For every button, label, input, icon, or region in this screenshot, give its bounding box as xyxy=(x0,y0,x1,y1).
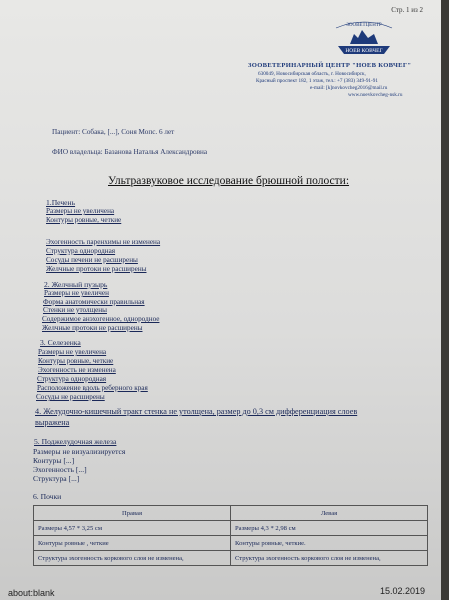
spleen-location: Расположение вдоль реберного края xyxy=(37,384,148,392)
clinic-logo xyxy=(328,18,400,60)
spleen-heading: 3. Селезенка xyxy=(40,338,81,347)
spleen-echogenicity: Эхогенность не изменена xyxy=(38,366,116,374)
clinic-website: www.noevkovcheg-nsk.ru xyxy=(348,92,403,98)
table-row xyxy=(34,536,428,551)
liver-contours: Контуры ровные, четкие xyxy=(46,216,122,224)
liver-vessels: Сосуды печени не расширены xyxy=(46,256,138,264)
liver-size: Размеры не увеличена xyxy=(46,207,115,215)
document-title: Ультразвуковое исследование брюшной полости: xyxy=(108,175,350,187)
pancreas-heading: 5. Поджелудочная железа xyxy=(34,437,117,446)
right-kidney-header: Правая xyxy=(34,506,231,521)
spleen-size: Размеры не увеличена xyxy=(38,348,107,356)
table-header-row xyxy=(34,506,428,521)
left-kidney-size: Размеры 4,3 * 2,98 см xyxy=(231,521,428,536)
logo-boat-text: НОЕВ КОВЧЕГ xyxy=(345,48,383,54)
owner-name: ФИО владельца: Базанова Наталья Александровна xyxy=(52,148,208,156)
gallbladder-heading: 2. Желчный пузырь xyxy=(44,280,108,289)
right-kidney-structure: Структура эхогенность коркового слоя не изменена, xyxy=(34,551,231,566)
right-kidney-size: Размеры 4,57 * 3,25 см xyxy=(34,521,231,536)
liver-echogenicity: Эхогенность паренхимы не изменена xyxy=(46,238,161,246)
patient-info: Пациент: Собака, [...], Соня Мопс. 6 лет xyxy=(52,128,175,136)
gallbladder-content: Содержимое анэхогенное, однородное xyxy=(42,315,160,323)
right-kidney-contours: Контуры ровные , четкие xyxy=(34,536,231,551)
left-kidney-header: Левая xyxy=(231,506,428,521)
liver-bile-ducts: Желчные протоки не расширены xyxy=(46,265,147,273)
kidneys-heading: 6. Почки xyxy=(33,492,62,501)
table-row xyxy=(34,551,428,566)
gallbladder-walls: Стенки не утолщены xyxy=(43,306,107,314)
pancreas-structure: Структура [...] xyxy=(33,474,80,483)
gi-tract-line-1: 4. Желудочно-кишечный тракт стенка не утолщена, размер до 0,3 см дифференциация слоев xyxy=(35,407,358,416)
page-number: Стр. 1 из 2 xyxy=(391,6,423,14)
pancreas-contours: Контуры [...] xyxy=(33,456,75,465)
pancreas-echogenicity: Эхогенность [...] xyxy=(33,465,87,474)
clinic-address-2: Красный проспект 182, 1 этаж, тел.: +7 (383) 349-91-91 xyxy=(256,78,378,84)
clinic-address-1: 630049, Новосибирская область, г. Новосибирск, xyxy=(258,71,366,77)
spleen-contours: Контуры ровные, четкие xyxy=(38,357,114,365)
left-kidney-structure: Структура эхогенность коркового слоя не изменена, xyxy=(231,551,428,566)
footer-date: 15.02.2019 xyxy=(380,586,426,596)
liver-structure: Структура однородная xyxy=(46,247,116,255)
footer-url: about:blank xyxy=(8,588,55,598)
spleen-vessels: Сосуды не расширены xyxy=(36,393,105,401)
gallbladder-bile-ducts: Желчные протоки не расширены xyxy=(42,324,143,332)
left-kidney-contours: Контуры ровные, четкие. xyxy=(231,536,428,551)
gallbladder-size: Размеры не увеличен xyxy=(44,289,109,297)
gi-tract-line-2: выражена xyxy=(35,418,70,427)
logo-arc-text: ЗООВЕТЦЕНТР xyxy=(346,23,382,28)
pancreas-size: Размеры не визуализируется xyxy=(33,447,126,456)
spleen-structure: Структура однородная xyxy=(37,375,107,383)
liver-heading: 1.Печень xyxy=(46,198,76,207)
gallbladder-shape: Форма анатомически правильная xyxy=(43,298,145,306)
clinic-name: ЗООВЕТЕРИНАРНЫЙ ЦЕНТР "НОЕВ КОВЧЕГ" xyxy=(248,62,412,69)
table-row xyxy=(34,521,428,536)
kidneys-table xyxy=(33,505,428,566)
clinic-email: e-mail: [k]novkovcheg2016@mail.ru xyxy=(310,85,388,91)
